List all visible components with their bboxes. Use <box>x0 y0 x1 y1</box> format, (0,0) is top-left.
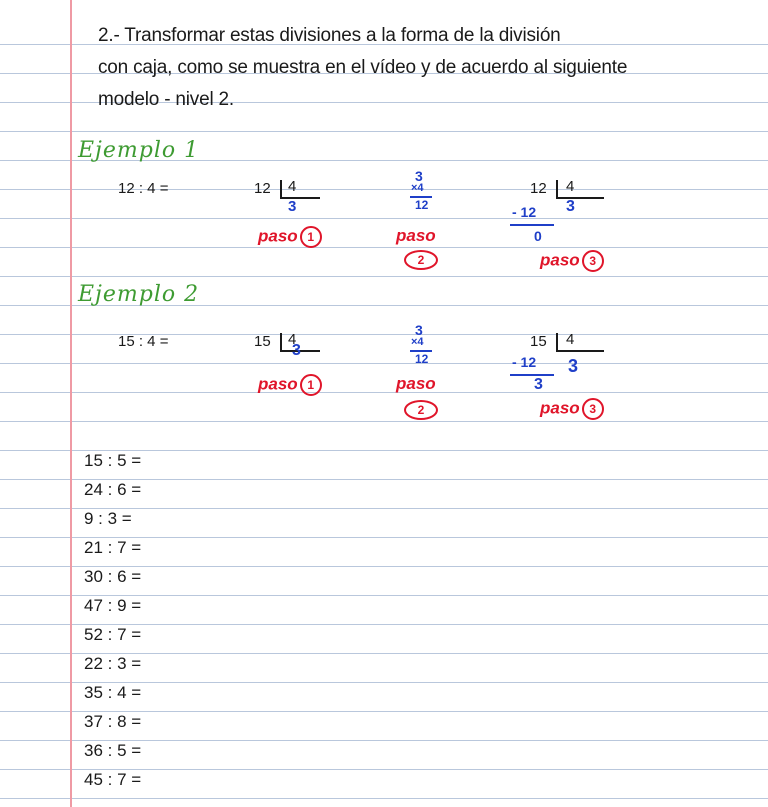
step-number-1: 1 <box>300 374 322 396</box>
step3-divider-horizontal <box>556 197 604 199</box>
paso-text: paso <box>258 226 298 246</box>
paso-2-label: paso <box>396 226 436 245</box>
step3-sub-line <box>510 374 554 376</box>
paso-3-label <box>540 398 604 420</box>
step3-divider-vertical <box>556 333 558 351</box>
mult-mid: ×4 <box>411 336 424 348</box>
step3-remainder: 3 <box>534 376 543 393</box>
instructions <box>98 20 738 116</box>
paso-label <box>258 226 322 248</box>
example-2-expression: 15 : 4 = <box>118 333 169 350</box>
margin-line <box>70 0 72 807</box>
instruction-line-3: modelo - nivel 2. <box>98 89 235 110</box>
exercise-item: 45 : 7 = <box>84 770 142 789</box>
step3-quotient: 3 <box>566 198 575 215</box>
exercise-item: 9 : 3 = <box>84 509 132 528</box>
exercise-item: 15 : 5 = <box>84 451 142 470</box>
mult-result: 12 <box>415 198 429 212</box>
paso-3-label <box>540 250 604 272</box>
exercise-item: 24 : 6 = <box>84 480 142 499</box>
step-number-3: 3 <box>582 250 604 272</box>
box-divider-horizontal <box>280 197 320 199</box>
quotient: 3 <box>288 198 297 215</box>
box-dividend: 15 <box>254 333 271 350</box>
exercise-item: 37 : 8 = <box>84 712 142 731</box>
paso-2-label: paso <box>396 374 436 393</box>
instruction-line-2: con caja, como se muestra en el vídeo y de acuerdo al siguiente <box>98 57 628 78</box>
example-2-title: Ejemplo 2 <box>78 282 200 307</box>
exercise-item: 21 : 7 = <box>84 538 142 557</box>
exercise-item: 35 : 4 = <box>84 683 142 702</box>
exercise-item: 22 : 3 = <box>84 654 142 673</box>
mult-mid: ×4 <box>411 182 424 194</box>
paso-text: paso <box>540 250 580 270</box>
box-divisor: 4 <box>288 178 297 195</box>
paso-text: paso <box>258 374 298 394</box>
box-dividend: 12 <box>254 180 271 197</box>
mult-top: 3 <box>415 168 423 184</box>
quotient: 3 <box>292 342 301 359</box>
step-number-2: 2 <box>404 400 438 420</box>
step-number-1: 1 <box>300 226 322 248</box>
step3-subtraction: - 12 <box>512 204 537 220</box>
mult-result: 12 <box>415 352 429 366</box>
step-number-3: 3 <box>582 398 604 420</box>
exercise-item: 30 : 6 = <box>84 567 142 586</box>
example-1-title: Ejemplo 1 <box>78 138 200 163</box>
step3-divider-horizontal <box>556 350 604 352</box>
step3-dividend: 12 <box>530 180 547 197</box>
paso-text: paso <box>540 398 580 418</box>
step-number-2: 2 <box>404 250 438 270</box>
step3-quotient: 3 <box>568 356 579 376</box>
exercise-item: 36 : 5 = <box>84 741 142 760</box>
step3-dividend: 15 <box>530 333 547 350</box>
exercise-item: 47 : 9 = <box>84 596 142 615</box>
step3-divisor: 4 <box>566 178 575 195</box>
box-divider-vertical <box>280 333 282 351</box>
step3-divisor: 4 <box>566 331 575 348</box>
instruction-line-1: 2.- Transformar estas divisiones a la forma de la división <box>98 25 561 46</box>
box-divider-vertical <box>280 180 282 198</box>
step3-sub-line <box>510 224 554 226</box>
step3-divider-vertical <box>556 180 558 198</box>
step3-remainder: 0 <box>534 228 542 244</box>
paso-label <box>258 374 322 396</box>
mult-top: 3 <box>415 322 423 338</box>
step3-subtraction: - 12 <box>512 354 537 370</box>
example-1-expression: 12 : 4 = <box>118 180 169 197</box>
exercise-item: 52 : 7 = <box>84 625 142 644</box>
box-divisor: 4 <box>288 331 297 348</box>
